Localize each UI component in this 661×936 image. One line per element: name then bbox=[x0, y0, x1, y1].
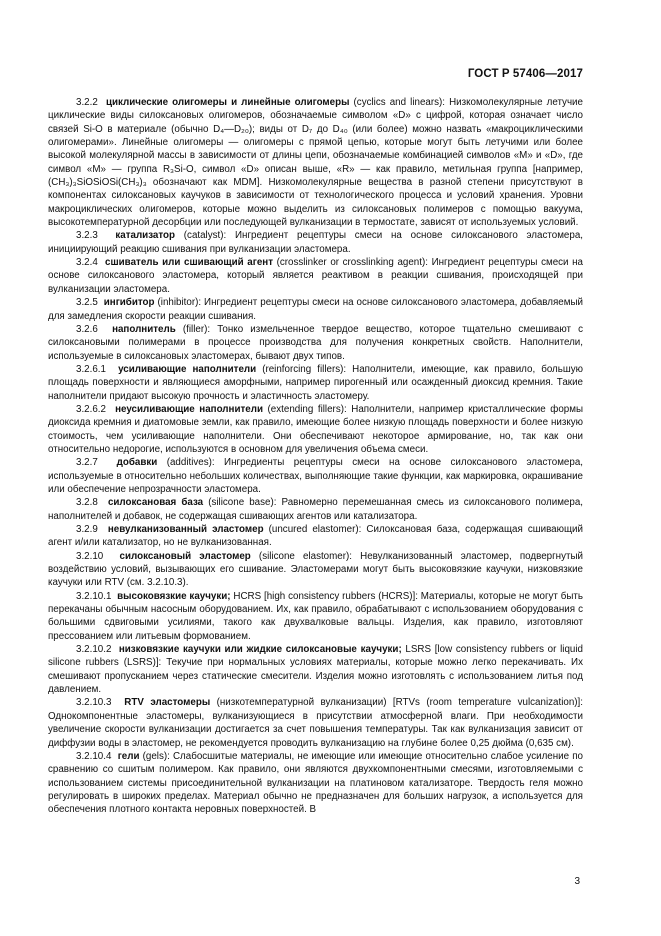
term: силоксановая база bbox=[107, 497, 204, 509]
paragraph-3-2-2 bbox=[48, 96, 583, 229]
definition: (reinforcing fillers): Наполнители, имеющие, как правило, большую площадь поверхности и являющиеся аморфными, например пирогенный или осажденный диоксид кремния. Такие наполнители придают высокую прочность и эластичность эластомеру. bbox=[48, 363, 583, 402]
clause-number: 3.2.6.1 bbox=[76, 363, 106, 375]
definition: (silicone base): Равномерно перемешанная смесь из силоксанового полимера, наполнителей и добавок, не содержащая сшивающих агентов или катализатора. bbox=[48, 497, 583, 522]
term: усиливающие наполнители bbox=[118, 363, 257, 375]
paragraph-3-2-6 bbox=[48, 323, 583, 363]
paragraph-3-2-6-2 bbox=[48, 403, 583, 456]
term: наполнитель bbox=[112, 323, 176, 335]
clause-number: 3.2.10.2 bbox=[76, 644, 112, 656]
term: силоксановый эластомер bbox=[119, 550, 251, 562]
clause-number: 3.2.4 bbox=[76, 257, 98, 269]
paragraph-3-2-10-1 bbox=[48, 590, 583, 643]
paragraph-3-2-5 bbox=[48, 296, 583, 323]
page-number: 3 bbox=[574, 876, 580, 887]
definition: (uncured elastomer): Силоксановая база, содержащая сшивающий агент и/или катализатор, но не вулканизованная. bbox=[48, 524, 583, 549]
term: неусиливающие наполнители bbox=[115, 403, 263, 415]
clause-number: 3.2.9 bbox=[76, 524, 98, 535]
clause-number: 3.2.5 bbox=[76, 297, 98, 309]
clause-number: 3.2.10 bbox=[76, 550, 104, 562]
term: катализатор bbox=[115, 230, 176, 242]
paragraph-3-2-7 bbox=[48, 456, 583, 496]
definition: (inhibitor): Ингредиент рецептуры смеси на основе силоксанового эластомера, добавляемый для замедления скорости реакции сшивания. bbox=[48, 297, 583, 322]
term: добавки bbox=[116, 457, 158, 469]
clause-number: 3.2.7 bbox=[76, 457, 98, 469]
paragraph-3-2-3 bbox=[48, 229, 583, 256]
paragraph-3-2-4 bbox=[48, 256, 583, 296]
term: низковязкие каучуки или жидкие силоксановые каучуки; bbox=[118, 644, 402, 656]
paragraph-3-2-10-2 bbox=[48, 643, 583, 696]
clause-number: 3.2.10.1 bbox=[76, 590, 112, 602]
paragraph-3-2-8 bbox=[48, 496, 583, 523]
term: циклические олигомеры и линейные олигомеры bbox=[105, 97, 350, 108]
definition: (crosslinker or crosslinking agent): Ингредиент рецептуры смеси на основе силоксанового эластомера, который является реактивом в реакции сшивания, происходящей при вулканизации эластомера. bbox=[48, 257, 584, 295]
definition: (filler): Тонко измельченное твердое вещество, которое тщательно смешивают с силоксановыми полимерами в процессе производства для получения конкретных свойств. Наполнители, используемые в силоксановых эластомерах, бывают двух типов. bbox=[48, 323, 583, 362]
definition: (gels): Слабосшитые материалы, не имеющие или имеющие относительно слабое усиление по сравнению со сшитым полимером. Как правило, они являются двухкомпонентными смесями, изготовляемыми с использованием системы присоединительной вулканизации на платиновом катализаторе. Твердость геля можно регулировать в широких пределах. Материал обычно не предназначен для больших нагрузок, а используется для обеспечения плотного контакта неровных поверхностей. В bbox=[48, 750, 583, 816]
definition: (additives): Ингредиенты рецептуры смеси на основе силоксанового эластомера, используемые в относительно небольших количествах, выполняющие такие функции, как маркировка, окрашивание или обеспечение непрозрачности эластомера. bbox=[48, 457, 583, 495]
definition: HCRS [high consistency rubbers (HCRS)]: Материалы, которые не могут быть перекачаны обычным насосным оборудованием. Их, как правило, обрабатывают с использованием оборудования с большими сдвиговыми усилиями, такого как двухвалковые вальцы. Изделия, как правило, изготовляют прессованием или литьевым формованием. bbox=[48, 590, 584, 642]
term: высоковязкие каучуки; bbox=[117, 590, 231, 602]
definition: (silicone elastomer): Невулканизованный эластомер, подвергнутый воздействию условий, вызывающих его сшивание. Эластомерами могут быть высоковязкие каучуки, низковязкие каучуки или RTV (см. 3.2.10.3). bbox=[48, 550, 583, 589]
definition: LSRS [low consistency rubbers or liquid silicone rubbers (LSRS)]: Текучие при нормальных условиях материалы, которые можно легко перекачивать. Их смешивают пропусканием через статические смесители. Изделия можно изготовлять с использованием литья под давлением. bbox=[48, 644, 583, 696]
document-header: ГОСТ Р 57406—2017 bbox=[467, 68, 583, 80]
paragraph-3-2-10-4 bbox=[48, 750, 583, 817]
paragraph-3-2-10 bbox=[48, 550, 583, 590]
paragraph-3-2-6-1 bbox=[48, 363, 583, 403]
definition: (cyclics and linears): Низкомолекулярные летучие циклические виды силоксановых олигомеров, обозначаемые символом «D» с цифрой, которая означает число связей Si-O в материале (обычно D₄—D₂₀); виды от D₇ до D₄₀ (или более) можно назвать «макроциклическими олигомерами». Линейные олигомеры — олигомеры с прямой цепью, которые могут быть летучими или более высокой молекулярной массы в зависимости от длины цепи, обозначаемые комбинацией символов «М» и «D», где символ «М» — группа R₃Si-O, символ «D» описан выше, «R» — как правило, метильная группа [например, (CH₃)₃SiOSiOSi(CH₃)₃ обозначают как MDM]. Низкомолекулярные вещества в разной степени присутствуют в компонентах силоксановых каучуков в зависимости от технологического процесса и условий хранения. Уровни макроциклических олигомеров, которые можно выделить из силоксановых полимеров с помощью вакуума, высокотемпературной десорбции или последующей вулканизации в термостате, зависят от используемых условий. bbox=[48, 97, 583, 229]
clause-number: 3.2.8 bbox=[76, 497, 98, 509]
clause-number: 3.2.6.2 bbox=[76, 403, 106, 415]
definition: (низкотемпературной вулканизации) [RTVs (room temperature vulcanization)]: Однокомпонентные эластомеры, вулканизующиеся в присутствии атмосферной влаги. При необходимости увеличение скорости вулканизации достигается за счет повышения температуры. Так как вулканизация зависит от диффузии воды в эластомер, не рекомендуется проводить вулканизацию на глубине более 0,25 дюйма (0,635 см). bbox=[48, 697, 583, 749]
clause-number: 3.2.6 bbox=[76, 323, 98, 335]
definition: (extending fillers): Наполнители, например кристаллические формы диоксида кремния и диатомовые земли, как правило, имеющие более низкую площадь поверхности и более низкую стоимость, чем усиливающие наполнители. Они обеспечивают некоторое армирование, но, так как они относительно недорогие, используются в основном для увеличения объема смеси. bbox=[48, 403, 583, 455]
term: гели bbox=[117, 750, 140, 762]
clause-number: 3.2.10.3 bbox=[76, 697, 112, 709]
paragraph-3-2-9 bbox=[48, 523, 583, 550]
paragraph-3-2-10-3 bbox=[48, 696, 583, 749]
clause-number: 3.2.3 bbox=[76, 230, 98, 242]
term: невулканизованный эластомер bbox=[107, 524, 264, 535]
term: ингибитор bbox=[103, 297, 155, 309]
definition: (catalyst): Ингредиент рецептуры смеси на основе силоксанового эластомера, инициирующий реакцию сшивания при вулканизации эластомера. bbox=[48, 230, 584, 255]
term: сшиватель или сшивающий агент bbox=[105, 257, 273, 269]
term: RTV эластомеры bbox=[124, 697, 211, 709]
clause-number: 3.2.10.4 bbox=[76, 750, 112, 762]
clause-number: 3.2.2 bbox=[76, 97, 98, 108]
document-body bbox=[48, 96, 583, 817]
